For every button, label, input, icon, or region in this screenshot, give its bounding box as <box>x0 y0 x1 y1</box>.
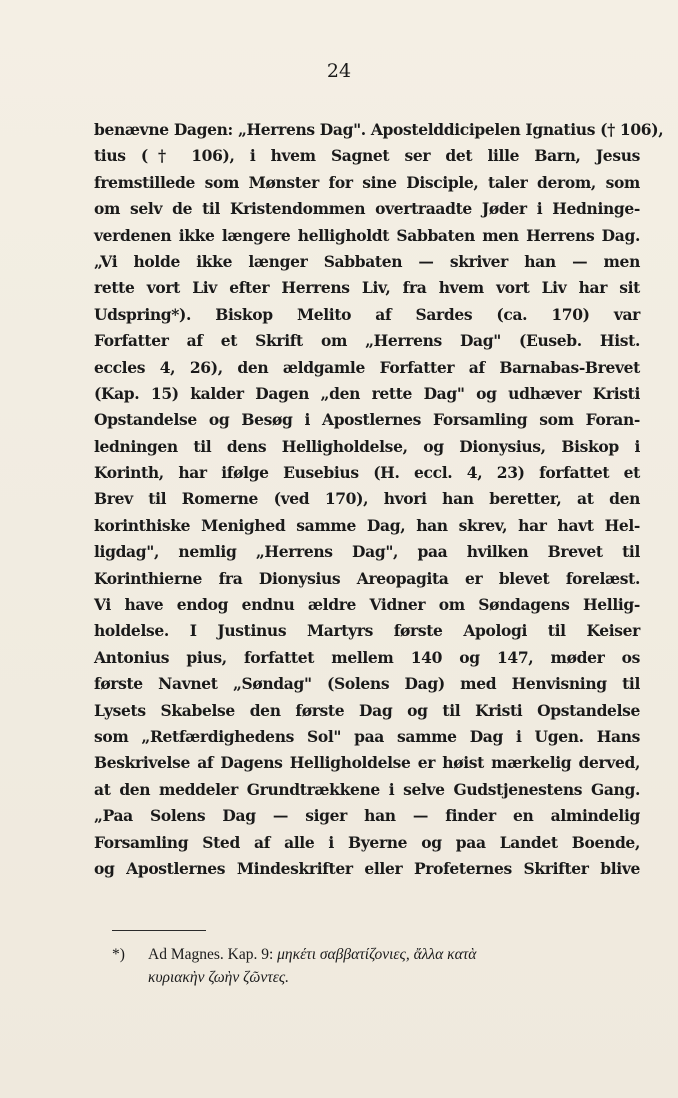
text-line: fremstillede som Mønster for sine Disciple, taler derom, som <box>94 172 640 192</box>
text-line: Antonius pius, forfattet mellem 140 og 147, møder os <box>94 647 640 667</box>
text-line: ledningen til dens Helligholdelse, og Dionysius, Biskop i <box>94 436 640 456</box>
text-line: Forsamling Sted af alle i Byerne og paa Landet Boende, <box>94 832 640 852</box>
text-line: verdenen ikke længere helligholdt Sabbaten men Herrens Dag. <box>94 225 640 245</box>
text-line: eccles 4, 26), den ældgamle Forfatter af Barnabas-Brevet <box>94 357 640 377</box>
text-line: Vi have endog endnu ældre Vidner om Søndagens Hellig- <box>94 595 640 615</box>
footnote-greek-quote-continued: κυριακὴν ζωὴν ζῶντες. <box>148 969 290 986</box>
text-line: og Apostlernes Mindeskrifter eller Profeternes Skrifter blive <box>94 858 640 878</box>
page-number: 24 <box>326 60 352 82</box>
text-line: rette vort Liv efter Herrens Liv, fra hvem vort Liv har sit <box>94 278 640 298</box>
footnote-divider <box>112 930 206 931</box>
footnote-reference: Ad Magnes. Kap. 9: <box>148 946 274 963</box>
text-line: som „Retfærdighedens Sol" paa samme Dag i Ugen. Hans <box>94 726 640 746</box>
text-line: Forfatter af et Skrift om „Herrens Dag" (Euseb. Hist. <box>94 331 640 351</box>
body-text <box>94 117 664 882</box>
text-line: Beskrivelse af Dagens Helligholdelse er høist mærkelig derved, <box>94 753 640 773</box>
text-line: „Paa Solens Dag — siger han — finder en almindelig <box>94 806 640 826</box>
text-line: (Kap. 15) kalder Dagen „den rette Dag" og udhæver Kristi <box>94 383 640 403</box>
text-line: at den meddeler Grundtrækkene i selve Gudstjenestens Gang. <box>94 779 640 799</box>
footnote-greek-quote: μηκέτι σαββατίζονιες, ἄλλα κατὰ <box>277 946 477 963</box>
text-line: ligdag", nemlig „Herrens Dag", paa hvilken Brevet til <box>94 542 640 562</box>
text-line: Opstandelse og Besøg i Apostlernes Forsamling som Foran- <box>94 410 640 430</box>
footnote <box>112 943 652 989</box>
text-line: Udspring*). Biskop Melito af Sardes (ca. 170) var <box>94 304 640 324</box>
text-line: Korinth, har ifølge Eusebius (H. eccl. 4, 23) forfattet et <box>94 463 640 483</box>
text-line: om selv de til Kristendommen overtraadte Jøder i Hedninge- <box>94 199 640 219</box>
text-line: første Navnet „Søndag" (Solens Dag) med Henvisning til <box>94 674 640 694</box>
text-line: Korinthierne fra Dionysius Areopagita er blevet forelæst. <box>94 568 640 588</box>
text-line: holdelse. I Justinus Martyrs første Apologi til Keiser <box>94 621 640 641</box>
text-line: „Vi holde ikke længer Sabbaten — skriver han — men <box>94 251 640 271</box>
footnote-marker: *) <box>112 946 125 963</box>
text-line: benævne Dagen: „Herrens Dag". Apostelddicipelen Ignatius († 106), <box>94 120 664 139</box>
text-line: korinthiske Menighed samme Dag, han skrev, har havt Hel- <box>94 515 640 535</box>
footnote-line <box>112 943 652 966</box>
text-line: tius († 106), i hvem Sagnet ser det lille Barn, Jesus <box>94 146 640 166</box>
text-line: Brev til Romerne (ved 170), hvori han beretter, at den <box>94 489 640 509</box>
text-line: Lysets Skabelse den første Dag og til Kristi Opstandelse <box>94 700 640 720</box>
